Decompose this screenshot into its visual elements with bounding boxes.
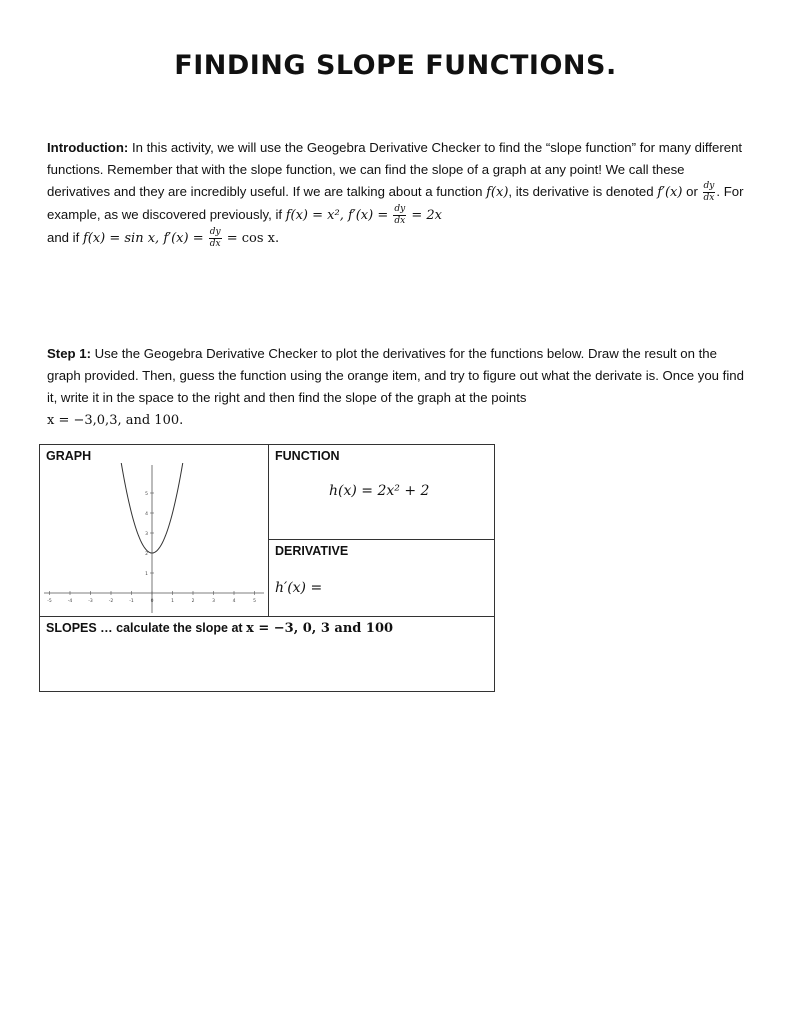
example-1-result: = 2x bbox=[407, 208, 442, 223]
intro-fprime: f′(x) bbox=[657, 185, 683, 200]
example-1-function: f(x) = x², bbox=[285, 208, 344, 223]
parabola-graph bbox=[40, 463, 268, 616]
dy: dy bbox=[209, 227, 221, 238]
x-tick-label: 3 bbox=[212, 599, 215, 604]
slopes-label-text: SLOPES … calculate the slope at bbox=[46, 621, 247, 635]
x-tick-label: -4 bbox=[67, 599, 73, 604]
function-cell bbox=[269, 445, 495, 540]
function-expression: h(x) = 2x² + 2 bbox=[329, 483, 430, 499]
intro-text-3: or bbox=[682, 184, 702, 199]
intro-text-4: . For example, as we discovered previously, if bbox=[47, 184, 744, 222]
x-tick-label: 1 bbox=[171, 599, 174, 604]
dx: dx bbox=[703, 193, 715, 204]
example-2-fraction bbox=[209, 228, 222, 249]
example-2-function: f(x) = sin x, bbox=[82, 231, 160, 246]
derivative-label: DERIVATIVE bbox=[275, 544, 349, 558]
y-tick-label: 4 bbox=[145, 512, 148, 517]
slopes-points: x = −3, 0, 3 and 100 bbox=[246, 621, 394, 636]
slopes-cell[interactable] bbox=[40, 617, 495, 692]
slopes-label bbox=[46, 621, 393, 636]
dy: dy bbox=[703, 181, 715, 192]
step-1-text: Use the Geogebra Derivative Checker to plot the derivatives for the functions below. Draw the result on the graph provided. Then, guess the function using the orange item, and try to figure out what the derivate is. Once you find it, write it in the space to the right and then find the slope of the graph at the points bbox=[47, 346, 744, 405]
page-title: FINDING SLOPE FUNCTIONS. bbox=[174, 50, 617, 81]
intro-fx: f(x) bbox=[486, 185, 509, 200]
intro-label: Introduction: bbox=[47, 140, 129, 155]
dy-dx-fraction bbox=[703, 182, 716, 203]
dx: dx bbox=[394, 216, 406, 227]
example-2-result: = cos x. bbox=[222, 231, 280, 246]
example-1-derivative: f′(x) = bbox=[343, 208, 393, 223]
x-tick-label: -2 bbox=[108, 599, 114, 604]
x-tick-label: 5 bbox=[253, 599, 256, 604]
graph-cell bbox=[40, 445, 269, 617]
dy: dy bbox=[394, 204, 406, 215]
step-1-paragraph bbox=[47, 343, 747, 432]
x-tick-label: -5 bbox=[47, 599, 52, 604]
x-tick-label: 4 bbox=[232, 599, 236, 604]
y-tick-label: 5 bbox=[145, 492, 148, 497]
introduction-paragraph bbox=[47, 137, 747, 250]
x-tick-label: -3 bbox=[88, 599, 93, 604]
y-tick-label: 2 bbox=[145, 552, 148, 557]
intro-text-2: , its derivative is denoted bbox=[508, 184, 658, 199]
step-1-points: x = −3,0,3, and 100. bbox=[47, 413, 184, 428]
step-1-label: Step 1: bbox=[47, 346, 91, 361]
x-tick-label: 0 bbox=[150, 599, 154, 604]
example-1-fraction bbox=[393, 205, 406, 226]
intro-text-5: and if bbox=[47, 230, 83, 245]
intro-text-1: In this activity, we will use the Geogebra Derivative Checker to find the “slope function” for many different functions. Remember that with the slope function, we can find the slope of a graph at any point! We call these derivatives and they are incredibly useful. If we are talking about a function bbox=[47, 140, 743, 199]
example-2-derivative: f′(x) = bbox=[159, 231, 208, 246]
function-label: FUNCTION bbox=[275, 449, 340, 463]
graph-label: GRAPH bbox=[46, 449, 92, 463]
x-tick-label: 2 bbox=[191, 599, 195, 604]
worksheet-table bbox=[39, 444, 495, 692]
derivative-answer-field[interactable]: h′(x) = bbox=[275, 580, 323, 596]
y-tick-label: 1 bbox=[145, 572, 148, 577]
derivative-cell bbox=[269, 540, 495, 617]
y-ticks bbox=[145, 491, 154, 577]
dx: dx bbox=[209, 239, 221, 250]
x-tick-label: -1 bbox=[129, 599, 134, 604]
y-tick-label: 3 bbox=[145, 532, 148, 537]
